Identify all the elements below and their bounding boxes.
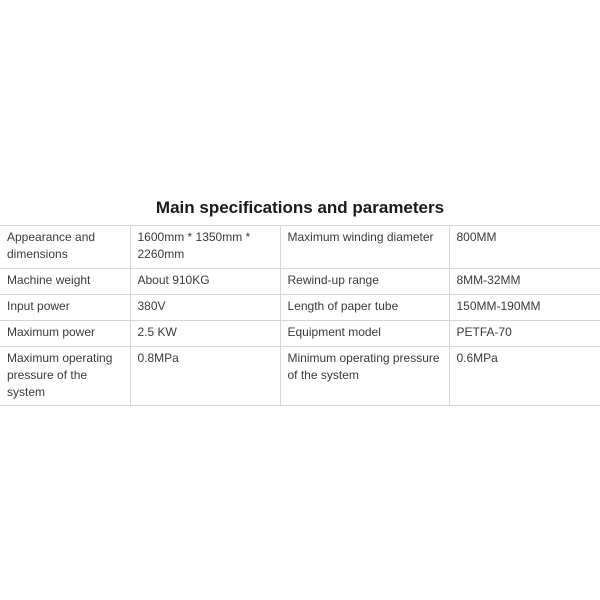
spec-label: Input power <box>0 295 130 321</box>
spec-value: 800MM <box>449 226 600 269</box>
spec-value: 0.8MPa <box>130 347 280 406</box>
table-row <box>0 295 600 321</box>
spec-value: 0.6MPa <box>449 347 600 406</box>
spec-value: About 910KG <box>130 269 280 295</box>
spec-title: Main specifications and parameters <box>155 198 445 217</box>
table-row <box>0 347 600 406</box>
spec-label: Maximum operating pressure of the system <box>0 347 130 406</box>
spec-value: PETFA-70 <box>449 321 600 347</box>
spec-label: Length of paper tube <box>280 295 449 321</box>
spec-label: Maximum power <box>0 321 130 347</box>
spec-label: Machine weight <box>0 269 130 295</box>
spec-label: Rewind-up range <box>280 269 449 295</box>
spec-value: 380V <box>130 295 280 321</box>
spec-value: 150MM-190MM <box>449 295 600 321</box>
spec-value: 8MM-32MM <box>449 269 600 295</box>
table-row <box>0 269 600 295</box>
spec-value: 2.5 KW <box>130 321 280 347</box>
spec-label: Appearance and dimensions <box>0 226 130 269</box>
spec-label: Equipment model <box>280 321 449 347</box>
spec-table <box>0 225 600 406</box>
spec-section <box>0 189 600 406</box>
table-row <box>0 226 600 269</box>
spec-value: 1600mm * 1350mm * 2260mm <box>130 226 280 269</box>
spec-label: Minimum operating pressure of the system <box>280 347 449 406</box>
table-row <box>0 321 600 347</box>
spec-label: Maximum winding diameter <box>280 226 449 269</box>
